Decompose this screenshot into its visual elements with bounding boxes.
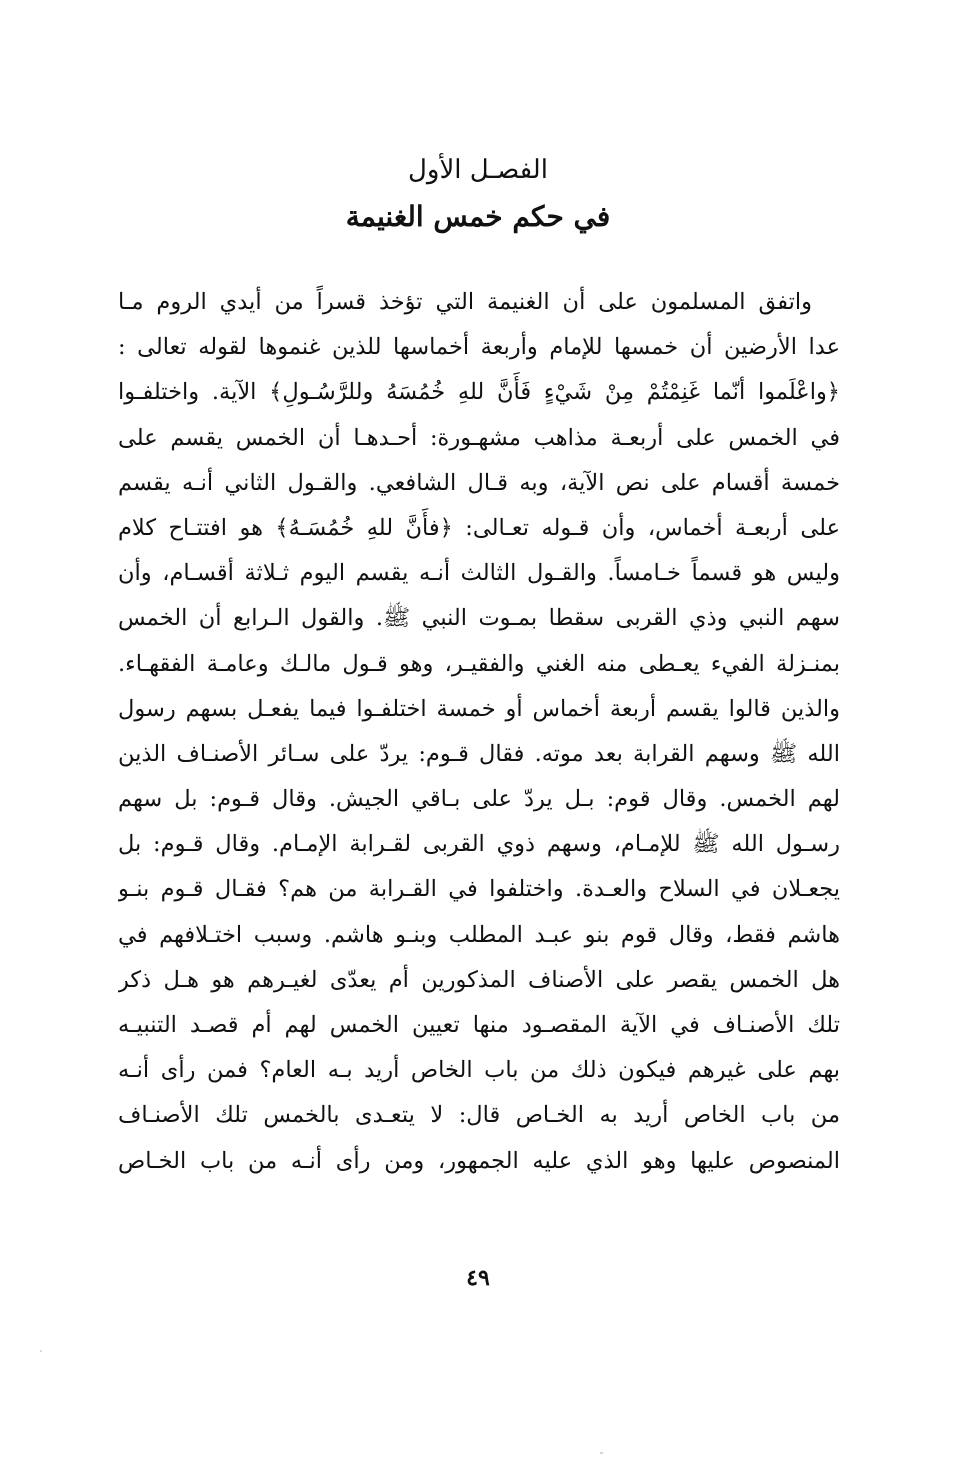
body-text	[118, 280, 840, 1184]
text-line: بهم على غيرهم فيكون ذلك من باب الخاص أريد بـه العام؟ فمن رأى أنـه	[118, 1057, 840, 1084]
text-line: يجعـلان في السلاح والعـدة. واختلفوا في القـرابة من هم؟ فقـال قـوم بنـو	[118, 876, 840, 903]
chapter-title: في حكم خمس الغنيمة	[345, 200, 611, 233]
text-line: من باب الخاص أريد به الخـاص قال: لا يتعـدى بالخمس تلك الأصنـاف	[118, 1102, 840, 1129]
text-line: ﴿واعْلَموا أنّما غَنِمْتُمْ مِنْ شَيْءٍ فَأَنَّ للهِ خُمُسَهُ وللرَّسُـولِ﴾ الآية. واختلفـوا	[118, 379, 840, 406]
text-line: تلك الأصنـاف في الآية المقصـود منها تعيين الخمس لهم أم قصـد التنبيـه	[118, 1012, 840, 1038]
text-line: الله ﷺ وسهم القرابة بعد موته. فقال قـوم: يردّ على سـائر الأصنـاف الذين	[118, 740, 840, 767]
scan-speck	[600, 1452, 603, 1454]
text-line: على أربعـة أخماس، وأن قـوله تعـالى: ﴿فأَنَّ للهِ خُمُسَـهُ﴾ هو افتتـاح كلام	[118, 514, 840, 541]
text-line: بمنـزلة الفيء يعـطى منه الغني والفقيـر، وهو قـول مالـك وعامـة الفقهـاء.	[118, 650, 840, 677]
text-line: عدا الأرضين أن خمسها للإمام وأربعة أخماسها للذين غنموها لقوله تعالى :	[118, 334, 840, 361]
text-line: في الخمس على أربعـة مذاهب مشهـورة: أحـدهـا أن الخمس يقسم على	[118, 424, 840, 451]
page-number: ٤٩	[466, 1265, 490, 1291]
text-line: المنصوص عليها وهو الذي عليه الجمهور، ومن رأى أنـه من باب الخـاص	[118, 1147, 840, 1174]
text-line: واتفق المسلمون على أن الغنيمة التي تؤخذ قسراً من أيدي الروم مـا	[118, 289, 812, 315]
chapter-label: الفصـل الأول	[408, 155, 548, 185]
text-line: هاشم فقط، وقال قوم بنو عبـد المطلب وبنـو هاشم. وسبب اختـلافهم في	[118, 921, 840, 948]
text-line: وليس هو قسماً خـامساً. والقـول الثالث أنـه يقسم اليوم ثـلاثة أقسـام، وأن	[118, 560, 840, 587]
text-line: لهم الخمس. وقال قوم: بـل يردّ على بـاقي الجيش. وقال قـوم: بل سهم	[118, 786, 840, 813]
text-line: رسـول الله ﷺ للإمـام، وسهم ذوي القربى لقـرابة الإمـام. وقال قـوم: بل	[118, 831, 840, 858]
text-line: سهم النبي وذي القربى سقطا بمـوت النبي ﷺ. والقول الـرابع أن الخمس	[118, 605, 840, 632]
scan-speck	[40, 1350, 42, 1352]
text-line: هل الخمس يقصر على الأصناف المذكورين أم يعدّى لغيـرهم هو هـل ذكر	[118, 966, 840, 993]
text-line: والذين قالوا يقسم أربعة أخماس أو خمسة اختلفـوا فيما يفعـل بسهم رسول	[118, 695, 840, 722]
text-line: خمسة أقسام على نص الآية، وبه قـال الشافعي. والقـول الثاني أنـه يقسم	[118, 469, 840, 496]
